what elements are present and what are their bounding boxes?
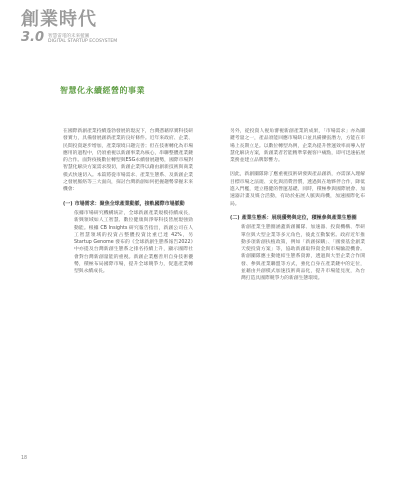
strategy-paragraph: 因此，新創團隊除了應重視技術研發與產品創新，亦需深入理解目標市場之法規、文化與消費習慣，透過與在地夥伴合作，降低進入門檻，建立穩健的營運基礎。同時，積極參與國際展會、加速器計畫及媒合活動，有助於拓展人脈與商機，加速國際化布局。 bbox=[230, 172, 365, 207]
left-column bbox=[63, 128, 193, 283]
page-number: 18 bbox=[21, 456, 28, 461]
section-title: 智慧化永續經營的事業 bbox=[60, 86, 145, 95]
subheading-text: 市場需求：聚焦全球產業動脈，接軌國際市場脈動 bbox=[74, 200, 185, 207]
intro-paragraph: 在國際新創產業持續蓬勃發展的現況下，台灣憑藉厚實科技研發實力，具備發展創新產業的良好條件。近年來政府、企業、民間投資逐步增加，產業環境日趨完善；但在技術轉化為市場應用的過程中，仍須重視以新創事業為核心，串聯整體產業鏈的合作。面對疫後數位轉型與ESG永續發展趨勢，國際市場對智慧化解決方案需求殷切，新創企業得以藉由創新技術與商業模式快速切入。本篇將從市場需求、產業生態系、及新創企業之發展脈絡等三大面向，探討台灣新創如何把握趨勢掌握未來機會： bbox=[63, 129, 193, 193]
subheading-ecosystem bbox=[230, 215, 365, 222]
subtitle-en: DIGITAL STARTUP ECOSYSTEM bbox=[48, 39, 118, 44]
right-column bbox=[230, 128, 365, 290]
brand-subtitle bbox=[48, 34, 117, 44]
brand-title: 創業時代 bbox=[21, 9, 97, 30]
subheading-market-demand bbox=[63, 201, 193, 208]
subheading-number: (一) bbox=[63, 200, 73, 207]
brand-header bbox=[21, 10, 117, 44]
brand-subtitle-row bbox=[21, 31, 117, 44]
ecosystem-paragraph: 新創產業生態圈涵蓋新創團隊、加速器、投資機構、學研單位與大型企業等多元角色，彼此互動緊密。政府近年推動多項新創扶植政策，例如「新創採購」、「國發基金創業天使投資方案」等，協助新創取得資金與市場驗證機會。新創團隊應主動連結生態系資源，透過與大型企業合作開發、參與產業聯盟等方式，強化自身在產業鏈中的定位，並藉由共創模式加速技術商品化，提升市場能見度，為台灣打造具國際競爭力的新創生態環境。 bbox=[241, 225, 365, 282]
subheading-number: (二) bbox=[230, 214, 240, 221]
subheading-text: 產業生態系：展現優勢與定位，積極參與產業生態圈 bbox=[241, 214, 357, 221]
market-demand-paragraph: 依據市場研究機構統計，全球新創產業規模持續成長，新興領域如人工智慧、數位健康與淨零科技皆展現強勁動能。根據 CB Insights 研究報告指出，新創公司在人工智慧領域的投資占整體投資比重已達 42%，另 Startup Genome 發布的《全球新創生態系報告2022》中亦提及台灣新創生態系之排名持續上升，顯示國際社會對台灣新創量能的重視。新創企業應善用自身技術優勢，積極布局國際市場，提升全球競爭力，促進產業轉型與永續成長。 bbox=[74, 210, 193, 275]
investor-paragraph: 另外，從投資人視角審視新創產業的成果，「市場需求」亦為關鍵考量之一，產品須能回應市場缺口並具備擴張潛力，方能在市場上長期立足。以數位轉型為例，企業為提升營運效率而導入智慧化解決方案，新創業者若能精準掌握客戶痛點，即可迅速拓展業務並建立品牌影響力。 bbox=[230, 129, 365, 164]
subtitle-zh: 智慧雷電的未來藍圖 bbox=[48, 34, 90, 39]
issue-number: 3.0 bbox=[21, 30, 45, 45]
